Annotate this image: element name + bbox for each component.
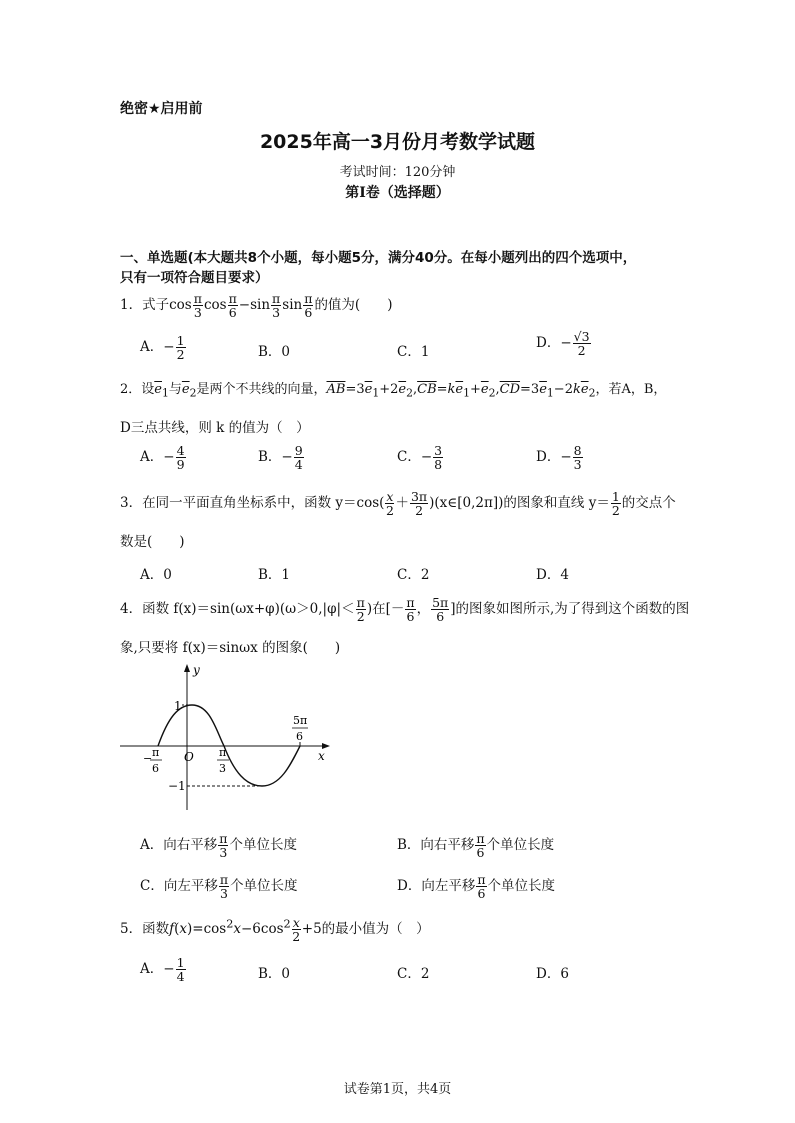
question-3-line2: 数是( ) (120, 534, 185, 550)
x-tick-5pi6-den: 6 (296, 730, 303, 743)
q3-option-c[interactable]: C．2 (397, 567, 430, 583)
q3-option-b[interactable]: B．1 (258, 567, 291, 583)
q4-option-a[interactable]: A．向右平移 $\frac{\pi}{3}$ 个单位长度 (140, 831, 297, 861)
question-1: 1．式子cos $\frac{\pi}{3}$ cos $\frac{\pi}{6}$ −sin $\frac{\pi}{3}$ sin $\frac{\pi}{6}$ 的值为( ) (120, 291, 393, 321)
q1-option-c[interactable]: C．1 (397, 344, 430, 360)
q5-option-b[interactable]: B．0 (258, 966, 291, 982)
q5-option-d[interactable]: D．6 (536, 966, 569, 982)
q1-option-d[interactable]: D．− $\frac{√3}{2}$ (536, 329, 590, 359)
origin-label: O (184, 750, 194, 764)
q4-option-c[interactable]: C．向左平移 $\frac{\pi}{3}$ 个单位长度 (140, 872, 298, 902)
sine-graph (110, 660, 340, 820)
question-2-line2: D三点共线，则 k 的值为（ ） (120, 420, 310, 436)
q2-option-b[interactable]: B．− $\frac{9}{4}$ (258, 443, 303, 473)
y-axis-arrow-icon (184, 664, 190, 672)
y-tick-1: 1 (174, 699, 182, 713)
x-tick-pi3-num: π (219, 746, 227, 759)
q4-option-b[interactable]: B．向右平移 $\frac{\pi}{6}$ 个单位长度 (397, 831, 555, 861)
q2-option-d[interactable]: D．− $\frac{8}{3}$ (536, 443, 582, 473)
x-tick-5pi6-num: 5π (293, 714, 308, 727)
question-4-line1: 4．函数 f(x)＝sin(ωx+φ)(ω＞0,|φ|＜ $\frac{\pi}{2}$ )在[－ $\frac{\pi}{6}$ ， $\frac{5\pi}{6}$ ]的图象如图所示,为了得到这个函数的图 (120, 595, 690, 625)
q1-option-b[interactable]: B．0 (258, 344, 291, 360)
x-tick-neg-sign: − (143, 752, 153, 765)
question-4-line2: 象,只要将 f(x)＝sinωx 的图象( ) (120, 640, 341, 656)
q1-option-a[interactable]: A．− $\frac{1}{2}$ (140, 333, 185, 363)
question-2-line1: 2．设$\overline{e}_1$与$\overline{e}_2$是两个不共线的向量，$\overline{AB}=3\overline{e}_1+2\overline{e}_2,\overline{CB}=k\overline{e}_1+\overline{e}_2,\overline{CD}=3\overline{e}_1-2k\overline{e}_2$，若A，B， (120, 382, 667, 400)
q2-option-c[interactable]: C．− $\frac{3}{8}$ (397, 443, 443, 473)
x-label: x (318, 749, 325, 763)
volume-label: 第I卷（选择题） (345, 185, 450, 201)
x-tick-neg-den: 6 (152, 762, 159, 775)
x-tick-neg-num: π (152, 746, 160, 759)
q4-option-d[interactable]: D．向左平移 $\frac{\pi}{6}$ 个单位长度 (397, 872, 556, 902)
y-tick-neg1: −1 (168, 779, 186, 793)
q1-prefix: 1．式子 (120, 297, 170, 314)
exam-time: 考试时间：120分钟 (339, 165, 456, 180)
x-tick-pi3-den: 3 (219, 762, 226, 775)
q3-option-a[interactable]: A．0 (140, 567, 172, 583)
section-heading-line2: 只有一项符合题目要求） (120, 270, 269, 286)
page-footer: 试卷第1页，共4页 (343, 1082, 452, 1097)
q5-option-a[interactable]: A．− $\frac{1}{4}$ (140, 955, 185, 985)
q1-suffix: 的值为( ) (314, 297, 393, 314)
section-heading-line1: 一、单选题(本大题共8个小题，每小题5分，满分40分。在每小题列出的四个选项中， (120, 250, 637, 266)
page-title: 2025年高一3月份月考数学试题 (259, 131, 536, 153)
y-label: y (193, 663, 200, 677)
question-5: 5．函数$f(x)=\cos^2x-6\cos^2$ $\frac{x}{2}$ +5的最小值为（ ） (120, 915, 430, 945)
q5-option-c[interactable]: C．2 (397, 966, 430, 982)
question-3-line1: 3．在同一平面直角坐标系中，函数 y＝cos( $\frac{x}{2}$ ＋ $\frac{3\pi}{2}$ )(x∈[0,2π])的图象和直线 y＝ $\frac{1}{2}$ 的交点个 (120, 489, 676, 519)
q3-option-d[interactable]: D．4 (536, 567, 569, 583)
secret-label: 绝密★启用前 (120, 101, 203, 117)
q2-option-a[interactable]: A．− $\frac{4}{9}$ (140, 443, 185, 473)
